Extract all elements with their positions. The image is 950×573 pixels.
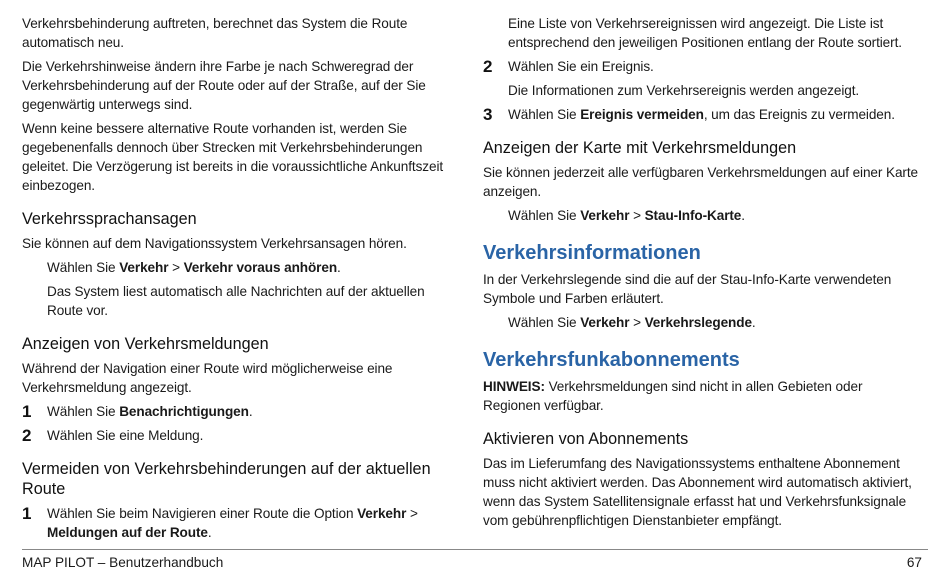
step-number: 3 bbox=[483, 105, 493, 124]
chapter-heading-subscriptions: Verkehrsfunkabonnements bbox=[483, 349, 740, 371]
step-number: 1 bbox=[22, 402, 32, 421]
paragraph: Verkehrsbehinderung auftreten, berechnet das System die Route automatisch neu. bbox=[22, 16, 408, 50]
page-number: 67 bbox=[906, 555, 922, 570]
instruction-result: Die Informationen zum Verkehrsereignis werden angezeigt. bbox=[508, 83, 860, 98]
instruction-result: Eine Liste von Verkehrsereignissen wird angezeigt. Die Liste ist entsprechend den jeweiligen Positionen entlang der Route sortiert. bbox=[508, 16, 902, 50]
step-number: 2 bbox=[483, 57, 493, 76]
step-text: Wählen Sie Ereignis vermeiden, um das Ereignis zu vermeiden. bbox=[508, 107, 895, 122]
note: HINWEIS: Verkehrsmeldungen sind nicht in allen Gebieten oder Regionen verfügbar. bbox=[483, 379, 863, 413]
paragraph: In der Verkehrslegende sind die auf der Stau-Info-Karte verwendeten Symbole und Farben erläutert. bbox=[483, 272, 892, 306]
left-column bbox=[22, 14, 450, 547]
section-heading-traffic-map: Anzeigen der Karte mit Verkehrsmeldungen bbox=[483, 139, 797, 157]
step-text: Wählen Sie ein Ereignis. bbox=[508, 59, 654, 74]
paragraph: Wenn keine bessere alternative Route vorhanden ist, werden Sie gegebenenfalls dennoch über Strecken mit Verkehrsbehinderungen geleitet. Die Verzögerung ist bereits in die voraussichtliche Ankunftszeit einbezogen. bbox=[22, 121, 444, 193]
step-text: Wählen Sie Benachrichtigungen. bbox=[47, 404, 253, 419]
instruction: Wählen Sie Verkehr > Verkehrslegende. bbox=[508, 315, 756, 330]
paragraph: Während der Navigation einer Route wird möglicherweise eine Verkehrsmeldung angezeigt. bbox=[22, 361, 393, 395]
footer-title: MAP PILOT – Benutzerhandbuch bbox=[22, 555, 224, 570]
footer-rule bbox=[22, 549, 928, 550]
section-heading-show-traffic-messages: Anzeigen von Verkehrsmeldungen bbox=[22, 335, 269, 353]
step-item bbox=[22, 426, 450, 445]
step-item bbox=[483, 57, 923, 76]
step-number: 2 bbox=[22, 426, 32, 445]
step-text: Wählen Sie eine Meldung. bbox=[47, 428, 204, 443]
section-heading-avoid-traffic: Vermeiden von Verkehrsbehinderungen auf der aktuellen Route bbox=[22, 460, 431, 498]
section-heading-activate-subscriptions: Aktivieren von Abonnements bbox=[483, 430, 689, 448]
paragraph: Die Verkehrshinweise ändern ihre Farbe je nach Schweregrad der Verkehrsbehinderung auf der Route oder auf der Straße, auf der Sie gegenwärtig unterwegs sind. bbox=[22, 59, 426, 112]
step-item bbox=[22, 402, 450, 421]
step-item bbox=[22, 504, 450, 542]
section-heading-voice-announcements: Verkehrssprachansagen bbox=[22, 210, 197, 228]
paragraph: Das im Lieferumfang des Navigationssystems enthaltene Abonnement muss nicht aktiviert werden. Das Abonnement wird automatisch aktiviert, wenn das System Satellitensignale erfasst hat und Verkehrsfunksignale vom gebührenpflichtigen Dienstanbieter empfängt. bbox=[483, 456, 912, 528]
note-label: HINWEIS: bbox=[483, 379, 545, 394]
paragraph: Sie können jederzeit alle verfügbaren Verkehrsmeldungen auf einer Karte anzeigen. bbox=[483, 165, 918, 199]
right-column bbox=[483, 14, 923, 535]
step-number: 1 bbox=[22, 504, 32, 523]
chapter-heading-traffic-info: Verkehrsinformationen bbox=[483, 242, 701, 264]
instruction: Wählen Sie Verkehr > Verkehr voraus anhören. bbox=[47, 260, 341, 275]
instruction: Wählen Sie Verkehr > Stau-Info-Karte. bbox=[508, 208, 745, 223]
step-text: Wählen Sie beim Navigieren einer Route die Option Verkehr > Meldungen auf der Route. bbox=[47, 506, 418, 540]
paragraph: Sie können auf dem Navigationssystem Verkehrsansagen hören. bbox=[22, 236, 407, 251]
step-item bbox=[483, 105, 923, 124]
instruction-result: Das System liest automatisch alle Nachrichten auf der aktuellen Route vor. bbox=[47, 284, 425, 318]
